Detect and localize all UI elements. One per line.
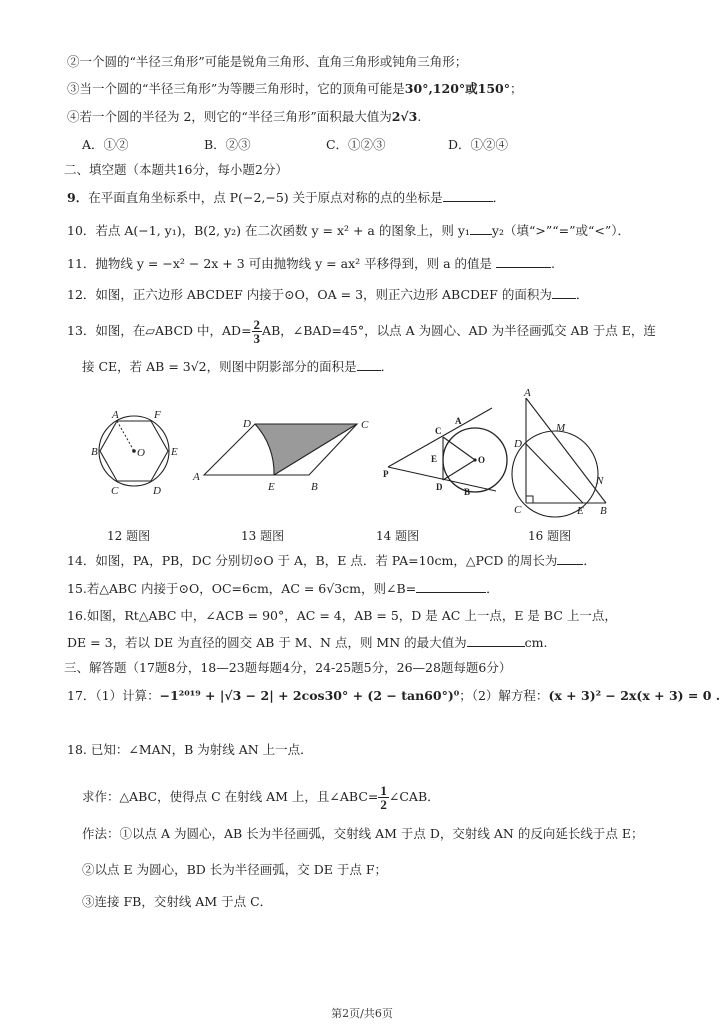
option-c[interactable]: C．①②③ <box>325 137 386 152</box>
q18-task <box>82 784 440 811</box>
q11-text: 抛物线 y = −x² − 2x + 3 可由抛物线 y = ax² 平移得到，则 a 的值是 <box>95 256 493 271</box>
fig14-label-a: A <box>455 416 462 426</box>
q10-text-end: y₂（填“>”“=”或“<”）． <box>491 223 630 238</box>
fig14-label-c: C <box>435 426 442 436</box>
statement-4-text: ④若一个圆的半径为 2，则它的“半径三角形”面积最大值为 <box>67 109 392 124</box>
fig16-label-c: C <box>514 504 522 516</box>
section-2-title: 二、填空题（本题共16分，每小题2分） <box>64 162 288 177</box>
fig14-label-b: B <box>464 487 471 497</box>
q18-step-1: 作法：①以点 A 为圆心，AB 长为半径画弧，交射线 AM 于点 D，交射线 AN 的反向延长线于点 E； <box>82 826 644 841</box>
fig12-center-dot <box>132 449 136 453</box>
q18-frac-den: 2 <box>380 797 387 812</box>
q16-answer-blank[interactable] <box>467 634 525 647</box>
fig16-label-e: E <box>577 505 584 517</box>
fig14-label-o: O <box>478 455 486 465</box>
q17-part1-expression: −1²⁰¹⁹ + |√3 − 2| + 2cos30° + (2 − tan60°)⁰ <box>159 688 460 703</box>
q14-number: 14． <box>67 553 96 568</box>
fig14-label-d: D <box>436 482 443 492</box>
page-footer: 第2页/共6页 <box>331 1007 393 1020</box>
fig12-label-d: D <box>153 485 161 497</box>
statement-3-end: ； <box>509 81 523 96</box>
fig12-radius-oa <box>117 421 134 451</box>
q16-line2-text: DE = 3，若以 DE 为直径的圆交 AB 于 M、N 点，则 MN 的最大值为 <box>67 635 467 650</box>
q17-part1-label: （1）计算： <box>95 688 160 703</box>
q16-text: 如图，Rt△ABC 中，∠ACB = 90°，AC = 4，AB = 5，D 是 AC 上一点，E 是 BC 上一点， <box>86 608 617 623</box>
q18-given: 已知：∠MAN，B 为射线 AN 上一点． <box>90 742 313 757</box>
fig12-label-b: B <box>91 446 98 458</box>
option-a[interactable]: A．①② <box>82 137 129 152</box>
q15-text: 若△ABC 内接于⊙O，OC=6cm，AC = 6√3cm，则∠B= <box>86 581 417 596</box>
q14-text: 如图，PA，PB，DC 分别切⊙O 于 A，B，E 点．若 PA=10cm，△PCD 的周长为 <box>95 553 558 568</box>
q17-separator: ； <box>459 688 472 703</box>
question-18 <box>67 742 313 758</box>
q10-text: 若点 A(−1, y₁)，B(2, y₂) 在二次函数 y = x² + a 的图象上，则 y₁ <box>95 223 470 238</box>
fig13-label-a: A <box>193 471 200 483</box>
q12-end: ． <box>575 287 589 302</box>
fig13-label-c: C <box>361 419 369 431</box>
q13-frac-num: 2 <box>253 317 261 332</box>
statement-4-end: . <box>417 109 422 124</box>
fig16-caption: 16 题图 <box>528 529 572 543</box>
q10-number: 10． <box>67 223 96 238</box>
option-d[interactable]: D．①②④ <box>447 137 508 152</box>
fig14-label-e: E <box>431 454 438 464</box>
statement-2: ②一个圆的“半径三角形”可能是锐角三角形、直角三角形或钝角三角形； <box>67 54 468 69</box>
q11-end: . <box>551 256 555 271</box>
fig14-tangent-pa <box>388 408 492 467</box>
fig13-label-b: B <box>311 481 318 493</box>
q11-number: 11． <box>67 256 96 271</box>
q15-answer-blank[interactable] <box>416 580 486 593</box>
q14-end: ． <box>583 553 596 568</box>
q18-task-text: 求作：△ABC，使得点 C 在射线 AM 上，且∠ABC= <box>82 789 379 804</box>
q9-number: 9． <box>67 190 89 205</box>
fig14-label-p: P <box>383 469 389 479</box>
fig14-segment-co <box>443 437 475 460</box>
fig16-side-ab <box>526 398 606 503</box>
q13-number: 13． <box>67 323 96 338</box>
fig12-label-c: C <box>111 485 119 497</box>
section-3-title: 三、解答题（17题8分，18—23题每题4分，24-25题5分，26—28题每题6分） <box>64 660 512 675</box>
fig13-caption: 13 题图 <box>241 529 285 543</box>
fig12-label-a: A <box>112 409 119 421</box>
option-b[interactable]: B．②③ <box>203 137 251 152</box>
q12-number: 12． <box>67 287 96 302</box>
fig14-segment-do <box>443 460 475 480</box>
fig12-label-f: F <box>154 409 161 421</box>
q13-line2-text: 接 CE，若 AB = 3√2，则图中阴影部分的面积是 <box>82 359 357 374</box>
q15-number: 15. <box>67 581 87 596</box>
question-16 <box>67 608 617 624</box>
q18-frac-num: 1 <box>380 783 387 798</box>
question-14 <box>67 552 596 569</box>
question-17 <box>67 688 720 704</box>
fig13-label-e: E <box>268 481 275 493</box>
q18-task-end: ∠CAB． <box>388 789 440 804</box>
q18-fraction <box>378 784 389 811</box>
figure-14 <box>383 408 507 497</box>
q9-end: ． <box>492 190 506 205</box>
fig14-caption: 14 题图 <box>376 529 420 543</box>
q13-text-cont: AB，∠BAD=45°，以点 A 为圆心、AD 为半径画弧交 AB 于点 E，连 <box>262 323 656 338</box>
q18-step-3: ③连接 FB，交射线 AM 于点 C． <box>82 894 273 909</box>
q9-text: 在平面直角坐标系中，点 P(−2,−5) 关于原点对称的点的坐标是 <box>88 190 443 205</box>
q14-answer-blank[interactable] <box>557 552 583 565</box>
fig16-label-d: D <box>514 438 522 450</box>
statement-4-value: 2√3 <box>391 109 418 124</box>
q13-end: ． <box>380 359 394 374</box>
fig13-label-d: D <box>243 418 251 430</box>
statement-3-text: ③当一个圆的“半径三角形”为等腰三角形时，它的顶角可能是 <box>67 81 405 96</box>
q16-unit: cm. <box>524 635 548 650</box>
figure-12 <box>91 409 178 497</box>
fig12-label-o: O <box>137 447 145 459</box>
fig16-label-n: N <box>596 475 604 487</box>
figure-16 <box>512 387 607 517</box>
statement-3-values: 30°,120°或150° <box>404 81 510 96</box>
q16-number: 16. <box>67 608 87 623</box>
fig12-label-e: E <box>171 446 178 458</box>
q17-number: 17． <box>67 688 96 703</box>
fig16-label-a: A <box>524 387 531 399</box>
q18-number: 18. <box>67 742 87 757</box>
fig12-caption: 12 题图 <box>107 529 151 543</box>
q18-step-2: ②以点 E 为圆心，BD 长为半径画弧，交 DE 于点 F； <box>82 862 387 877</box>
fig16-label-m: M <box>556 422 566 434</box>
fig16-segment-de <box>526 444 583 503</box>
fig16-right-angle-mark <box>526 496 533 503</box>
fig16-label-b: B <box>600 505 607 517</box>
q15-end: ． <box>486 581 499 596</box>
q12-text: 如图，正六边形 ABCDEF 内接于⊙O，OA = 3，则正六边形 ABCDEF 的面积为 <box>95 287 552 302</box>
q13-text: 如图，在▱ABCD 中，AD= <box>95 323 252 338</box>
figure-13 <box>192 418 369 493</box>
q13-frac-den: 3 <box>253 331 261 346</box>
q17-part2-label: （2）解方程： <box>471 688 549 703</box>
question-16-line2 <box>67 634 547 651</box>
fig14-center-dot <box>473 458 476 461</box>
question-15 <box>67 580 499 597</box>
q17-part2-equation: (x + 3)² − 2x(x + 3) = 0 . <box>548 688 721 703</box>
